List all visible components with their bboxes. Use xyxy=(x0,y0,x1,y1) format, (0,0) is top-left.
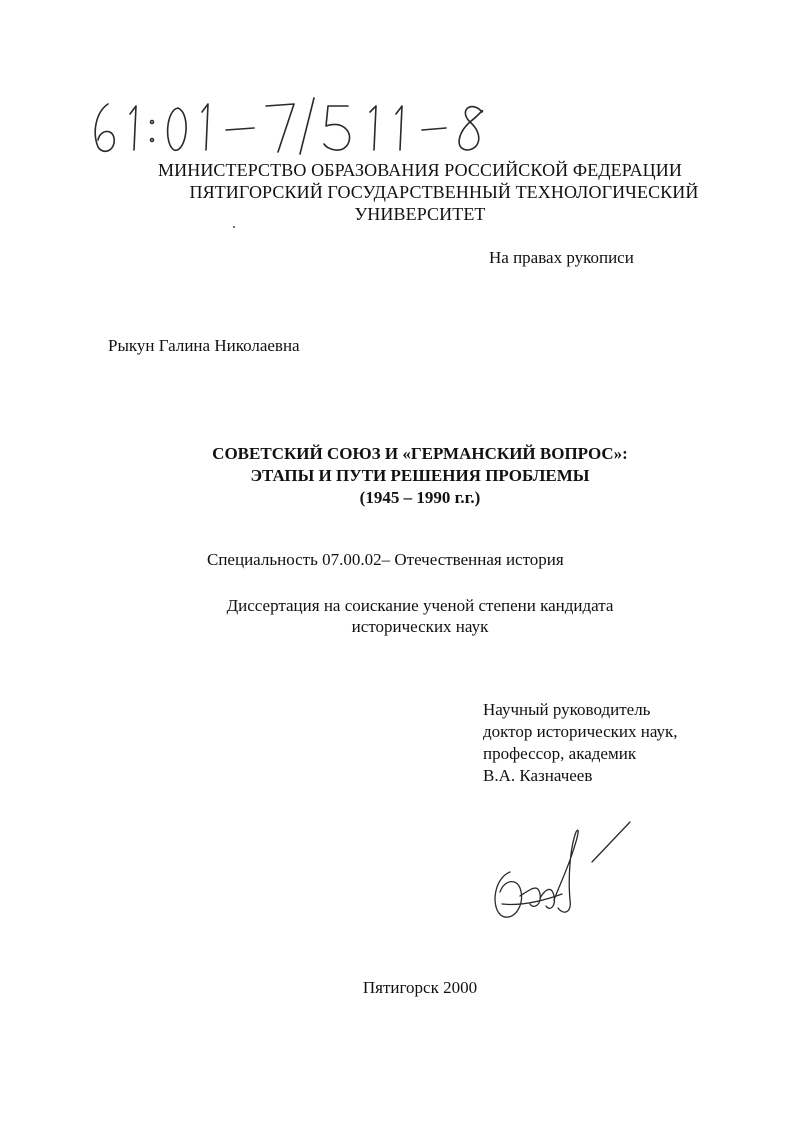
scan-speck xyxy=(233,226,235,228)
author-name: Рыкун Галина Николаевна xyxy=(108,336,300,355)
dissertation-title-line2: ЭТАПЫ И ПУТИ РЕШЕНИЯ ПРОБЛЕМЫ xyxy=(250,466,590,485)
dissertation-title-years: (1945 – 1990 г.г.) xyxy=(359,488,481,507)
university-heading-line1: ПЯТИГОРСКИЙ ГОСУДАРСТВЕННЫЙ ТЕХНОЛОГИЧЕСКИЙ xyxy=(189,182,699,202)
dissertation-title-line1: СОВЕТСКИЙ СОЮЗ И «ГЕРМАНСКИЙ ВОПРОС»: xyxy=(212,444,628,463)
handwritten-archive-code xyxy=(86,92,506,162)
degree-line2: исторических наук xyxy=(351,617,489,636)
city-and-year: Пятигорск 2000 xyxy=(362,978,478,997)
supervisor-role: Научный руководитель xyxy=(483,700,651,719)
degree-line1: Диссертация на соискание ученой степени кандидата xyxy=(226,596,614,615)
ministry-heading: МИНИСТЕРСТВО ОБРАЗОВАНИЯ РОССИЙСКОЙ ФЕДЕРАЦИИ xyxy=(158,160,682,180)
supervisor-name: В.А. Казначеев xyxy=(483,766,593,785)
handwritten-signature xyxy=(480,808,650,928)
manuscript-note: На правах рукописи xyxy=(489,248,634,267)
university-heading-line2: УНИВЕРСИТЕТ xyxy=(354,204,486,224)
specialty-line: Специальность 07.00.02– Отечественная история xyxy=(207,550,564,569)
supervisor-degree: доктор исторических наук, xyxy=(483,722,678,741)
supervisor-title: профессор, академик xyxy=(483,744,637,763)
